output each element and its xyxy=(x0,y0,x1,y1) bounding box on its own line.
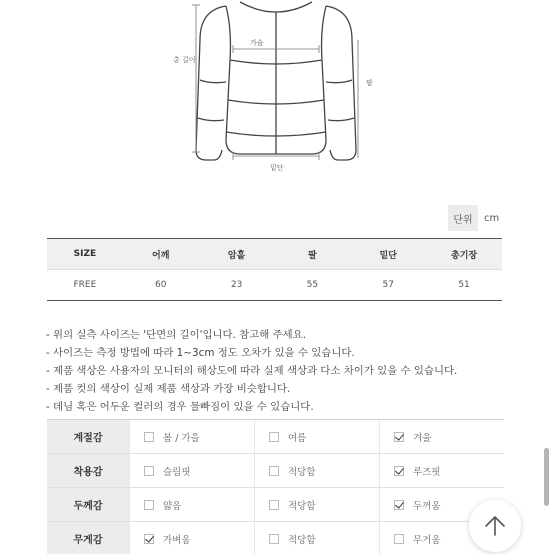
option-label: 봄 / 가을 xyxy=(163,432,200,444)
header-cell: 밑단 xyxy=(379,250,397,261)
table-cell: FREE xyxy=(73,280,97,290)
checkbox-icon xyxy=(144,466,154,476)
checkbox-checked-icon xyxy=(144,534,154,544)
checkbox-checked-icon xyxy=(394,466,404,476)
scrollbar[interactable] xyxy=(544,448,549,506)
checkbox-checked-icon xyxy=(394,500,404,510)
table-cell: 57 xyxy=(382,280,394,290)
table-row xyxy=(47,270,502,300)
unit-indicator xyxy=(448,205,508,231)
attribute-option xyxy=(254,420,379,453)
size-notes xyxy=(46,326,516,416)
attribute-option xyxy=(129,454,254,487)
header-cell: 팔 xyxy=(308,250,317,261)
attribute-option xyxy=(254,454,379,487)
note-line: - 위의 실측 사이즈는 '단면의 길이'입니다. 참고해 주세요. xyxy=(46,329,307,341)
option-label: 루즈핏 xyxy=(413,466,441,478)
note-line: - 사이즈는 측정 방법에 따라 1~3cm 정도 오차가 있을 수 있습니다. xyxy=(46,347,355,359)
unit-value: cm xyxy=(484,212,500,224)
product-attribute-table xyxy=(47,419,504,554)
attribute-option xyxy=(254,488,379,521)
attribute-option xyxy=(129,420,254,453)
attribute-name: 무게감 xyxy=(47,522,129,554)
sleeve-label: 팔 xyxy=(366,79,373,87)
attribute-option xyxy=(129,488,254,521)
table-cell: 60 xyxy=(155,280,167,290)
option-label: 여름 xyxy=(288,432,307,444)
header-cell: 암홀 xyxy=(227,250,246,261)
attribute-row-season xyxy=(47,420,504,454)
hem-label: 밑단 xyxy=(270,164,284,172)
option-label: 얇음 xyxy=(163,500,182,512)
note-line: - 데님 혹은 어두운 컬러의 경우 물빠짐이 있을 수 있습니다. xyxy=(46,401,314,413)
unit-key: 단위 xyxy=(448,205,478,231)
option-label: 적당함 xyxy=(288,466,316,478)
table-cell: 23 xyxy=(230,280,243,290)
option-label: 적당함 xyxy=(288,534,316,546)
checkbox-icon xyxy=(269,500,279,510)
table-cell: 55 xyxy=(306,280,319,290)
attribute-name: 착용감 xyxy=(47,454,129,487)
attribute-name: 두께감 xyxy=(47,488,129,521)
attribute-option xyxy=(254,522,379,554)
checkbox-checked-icon xyxy=(394,432,404,442)
header-cell: 어깨 xyxy=(152,250,170,261)
attribute-row-fit xyxy=(47,454,504,488)
header-cell: SIZE xyxy=(73,249,97,259)
option-label: 겨울 xyxy=(413,432,432,444)
size-table xyxy=(47,238,502,301)
arrow-up-icon xyxy=(483,514,507,538)
checkbox-icon xyxy=(144,432,154,442)
option-label: 무거움 xyxy=(413,534,441,546)
attribute-name: 계절감 xyxy=(47,420,129,453)
checkbox-icon xyxy=(269,466,279,476)
attribute-option xyxy=(379,454,504,487)
checkbox-icon xyxy=(269,432,279,442)
checkbox-icon xyxy=(394,534,404,544)
measurement-diagram xyxy=(0,0,554,200)
note-line: - 제품 색상은 사용자의 모니터의 해상도에 따라 실제 색상과 다소 차이가 있을 수 있습니다. xyxy=(46,365,458,377)
total-length-label: 총 길이 xyxy=(173,56,196,64)
attribute-row-thickness xyxy=(47,488,504,522)
option-label: 슬림핏 xyxy=(163,466,191,478)
attribute-option xyxy=(379,420,504,453)
attribute-option xyxy=(129,522,254,554)
option-label: 가벼움 xyxy=(163,534,191,546)
header-cell: 총기장 xyxy=(451,250,478,261)
chest-label: 가슴 xyxy=(250,39,264,47)
attribute-row-weight xyxy=(47,522,504,554)
table-cell: 51 xyxy=(458,280,470,290)
checkbox-icon xyxy=(269,534,279,544)
option-label: 적당함 xyxy=(288,500,316,512)
checkbox-icon xyxy=(144,500,154,510)
option-label: 두꺼움 xyxy=(413,500,441,512)
note-line: - 제품 컷의 색상이 실제 제품 색상과 가장 비슷합니다. xyxy=(46,383,291,395)
back-to-top-button[interactable] xyxy=(469,500,521,552)
size-table-header xyxy=(47,239,502,270)
